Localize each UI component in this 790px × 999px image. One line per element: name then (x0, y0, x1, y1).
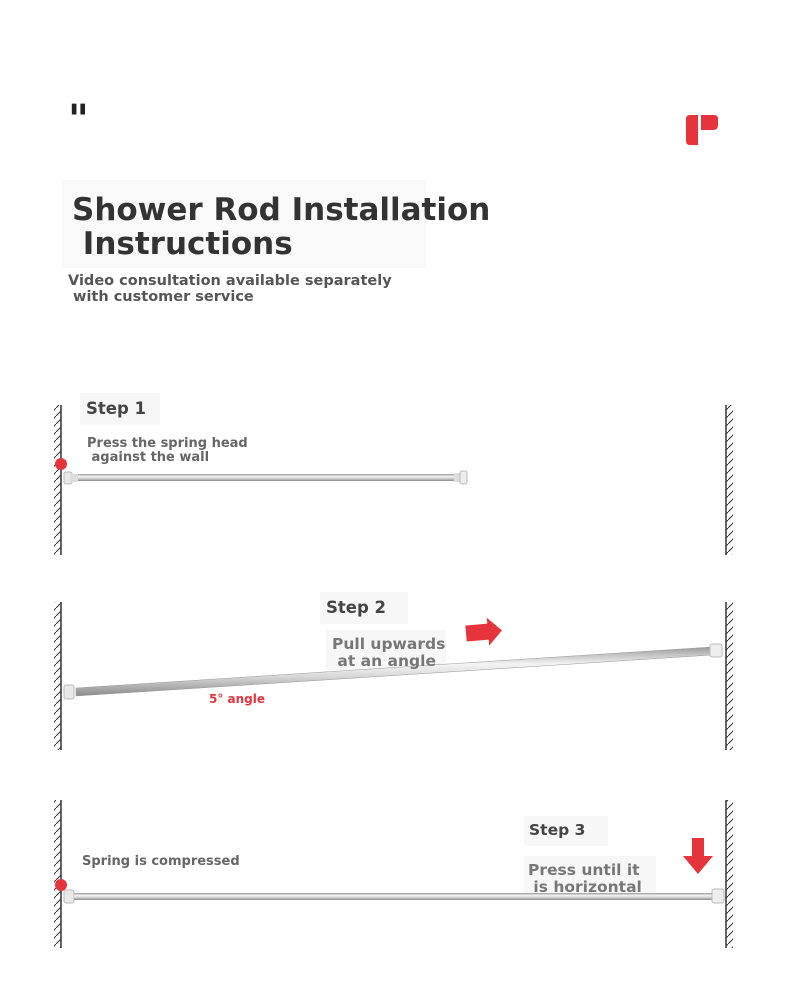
step-3-label: Step 3 (529, 821, 586, 839)
step-1-rod (64, 471, 467, 484)
step-1-right-wall (726, 405, 733, 555)
spring-compressed-note: Spring is compressed (82, 854, 240, 869)
step-3-contact-dot (55, 879, 67, 891)
step-2-label: Step 2 (326, 598, 386, 617)
step-3-left-wall (54, 800, 61, 948)
step-1-left-wall (54, 405, 61, 555)
step-2-left-wall (54, 602, 61, 750)
step-1-label: Step 1 (86, 399, 146, 418)
step-2-direction-arrow-icon (465, 616, 503, 647)
step-3-right-wall (726, 800, 733, 948)
page-title: Shower Rod Installation Instructions (72, 192, 491, 262)
step-3-press-down-arrow-icon (683, 838, 713, 874)
quote-mark: " (68, 97, 83, 143)
page-subtitle: Video consultation available separately with customer service (68, 273, 392, 305)
step-3-caption: Press until it is horizontal (528, 861, 642, 896)
step-1-caption: Press the spring head against the wall (87, 436, 248, 465)
angle-label: 5° angle (209, 692, 266, 706)
step-2-caption: Pull upwards at an angle (332, 635, 446, 670)
step-2-right-wall (726, 602, 733, 750)
step-1-contact-dot (55, 458, 67, 470)
